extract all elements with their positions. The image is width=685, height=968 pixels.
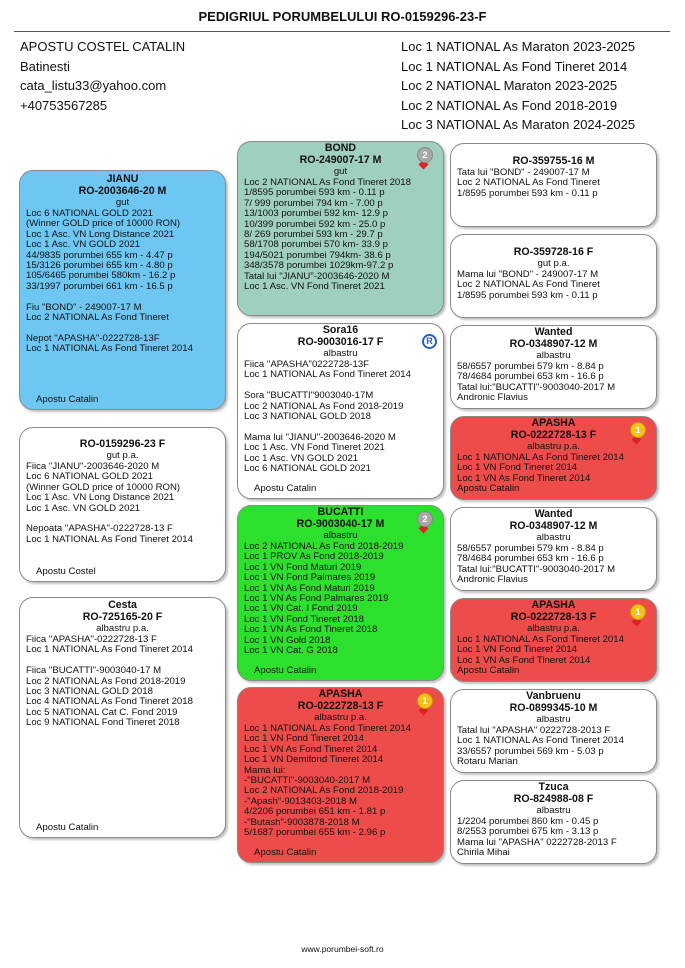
- note-line: Loc 1 VN Cat. I Fond 2019: [244, 603, 358, 615]
- note-line: Loc 1 Asc. VN GOLD 2021: [26, 239, 141, 251]
- pigeon-color: albastru: [323, 530, 358, 541]
- note-line: 8/2553 porumbei 675 km - 3.13 p: [457, 826, 599, 838]
- note-line: 1/8595 porumbei 593 km - 0.11 p: [457, 187, 598, 199]
- registered-icon: R: [422, 334, 437, 349]
- note-line: 194/5021 porumbei 794km- 38.6 p: [244, 249, 391, 261]
- pigeon-ring-number: RO-359728-16 F: [513, 246, 594, 258]
- pigeon-notes: [457, 726, 650, 768]
- note-line: Tatal lui "JIANU"-2003646-2020 M: [244, 270, 390, 282]
- pigeon-notes: [457, 635, 650, 677]
- note-line: Tata lui "BOND" - 249007-17 M: [457, 167, 590, 178]
- gold-medal-icon: 1: [417, 693, 433, 709]
- note-line: Loc 9 NATIONAL Fond Tineret 2018: [26, 717, 180, 729]
- pigeon-ring-number: RO-0899345-10 M: [509, 702, 598, 714]
- pigeon-color: gut: [333, 166, 348, 177]
- note-line: -"BUCATTI"-9003040-2017 M: [244, 775, 371, 787]
- note-line: 1/8595 porumbei 593 km - 0.11 p: [457, 289, 598, 301]
- pigeon-card-sire: [19, 170, 226, 410]
- note-line: Loc 6 NATIONAL GOLD 2021: [26, 471, 153, 483]
- pigeon-name: APASHA: [531, 417, 576, 429]
- note-line: Loc 1 NATIONAL As Fond Tineret 2014: [457, 452, 624, 463]
- owner-results: [401, 37, 635, 135]
- pigeon-notes: [26, 635, 219, 729]
- note-line: -"Apash"-9013403-2018 M: [244, 795, 357, 807]
- pigeon-ring-number: RO-0348907-12 M: [509, 338, 598, 350]
- pigeon-color: albastru p.a.: [527, 441, 580, 452]
- pigeon-card-sire-dam: [237, 323, 444, 499]
- note-line: Loc 1 VN Fond Tineret 2014: [244, 733, 364, 745]
- pigeon-ring-number: RO-249007-17 M: [299, 154, 382, 166]
- note-line: Loc 2 NATIONAL As Fond 2018-2019: [244, 785, 404, 797]
- pigeon-color: albastru: [323, 348, 358, 359]
- title-divider: [14, 31, 670, 32]
- note-line: 44/9835 porumbei 655 km - 4.47 p: [26, 249, 173, 261]
- note-line: Loc 2 NATIONAL As Fond Tineret: [457, 279, 600, 291]
- pigeon-ring-number: RO-2003646-20 M: [78, 185, 167, 197]
- pigeon-ring-number: RO-0159296-23 F: [79, 438, 166, 450]
- note-line: Loc 1 Asc. VN GOLD 2021: [26, 502, 141, 514]
- result-line: Loc 2 NATIONAL As Fond 2018-2019: [401, 97, 618, 113]
- note-line: Loc 1 Asc. VN GOLD 2021: [244, 452, 359, 464]
- note-line: Loc 1 VN Fond Tineret 2014: [457, 644, 577, 656]
- pigeon-color: gut: [115, 197, 130, 208]
- note-line: Sora "BUCATTI"9003040-17M: [244, 390, 374, 402]
- note-line: Loc 2 NATIONAL As Fond Tineret 2018: [244, 177, 411, 188]
- pigeon-color: albastru: [536, 805, 571, 816]
- note-line: Loc 1 NATIONAL As Fond Tineret 2014: [244, 369, 411, 381]
- note-line: Fiica "APASHA"-0222728-13 F: [26, 634, 157, 645]
- pigeon-color: gut p.a.: [537, 258, 570, 269]
- note-line: Tatal lui "APASHA" 0222728-2013 F: [457, 725, 611, 736]
- breeder-name: Apostu Costel: [36, 565, 96, 577]
- note-line: Loc 2 NATIONAL As Fond Tineret: [26, 312, 169, 324]
- note-line: Loc 1 NATIONAL As Fond Tineret 2014: [244, 723, 411, 734]
- breeder-name: Apostu Catalin: [36, 821, 99, 833]
- note-line: Loc 4 NATIONAL As Fond Tineret 2018: [26, 696, 193, 708]
- pigeon-notes: [457, 453, 650, 495]
- gold-medal-icon: 1: [630, 422, 646, 438]
- note-line: Rotaru Marian: [457, 756, 518, 768]
- pigeon-name: Sora16: [322, 324, 359, 336]
- silver-medal-icon: 2: [417, 511, 433, 527]
- note-line: 15/3126 porumbei 655 km - 4.80 p: [26, 260, 173, 272]
- note-line: Loc 1 VN Fond Tineret 2018: [244, 613, 364, 625]
- pigeon-notes: [244, 542, 437, 656]
- pigeon-name: BUCATTI: [317, 506, 364, 518]
- note-line: Loc 1 VN Fond Palmares 2019: [244, 572, 376, 584]
- pigeon-card-sire-sire: [237, 141, 444, 316]
- note-line: Loc 1 NATIONAL As Fond Tineret 2014: [26, 644, 193, 656]
- note-line: Loc 1 VN As Fond Tineret 2018: [244, 624, 378, 636]
- note-line: Loc 1 VN Cat. G 2018: [244, 645, 338, 657]
- note-line: Loc 1 PROV As Fond 2018-2019: [244, 551, 384, 563]
- pigeon-card-subject: [19, 427, 226, 582]
- note-line: Loc 1 VN Fond Tineret 2014: [457, 462, 577, 474]
- note-line: Loc 2 NATIONAL As Fond Tineret: [457, 177, 600, 189]
- result-line: Loc 1 NATIONAL As Maraton 2023-2025: [401, 39, 636, 54]
- note-line: Loc 6 NATIONAL GOLD 2021: [244, 463, 371, 475]
- note-line: Loc 1 VN As Fond Tineret 2014: [457, 472, 591, 484]
- result-line: Loc 1 NATIONAL As Fond Tineret 2014: [401, 58, 628, 74]
- silver-medal-icon: 2: [417, 147, 433, 163]
- pigeon-color: gut p.a.: [106, 450, 139, 461]
- note-line: Loc 2 NATIONAL As Fond 2018-2019: [244, 400, 404, 412]
- pigeon-name: Wanted: [534, 508, 573, 520]
- pigeon-card-sss: [450, 143, 657, 227]
- pigeon-card-dam: [19, 597, 226, 838]
- pigeon-card-sds: [450, 325, 657, 409]
- note-line: Loc 1 VN As Fond Palmares 2019: [244, 593, 389, 605]
- pigeon-name: APASHA: [318, 688, 363, 700]
- owner-email: cata_listu33@yahoo.com: [20, 78, 167, 93]
- note-line: 348/3578 porumbei 1029km-97.2 p: [244, 260, 394, 272]
- pigeon-name: APASHA: [531, 599, 576, 611]
- note-line: Loc 2 NATIONAL As Fond 2018-2019: [26, 675, 186, 687]
- note-line: 5/1687 porumbei 655 km - 2.96 p: [244, 827, 386, 839]
- result-line: Loc 2 NATIONAL Maraton 2023-2025: [401, 78, 618, 93]
- pigeon-ring-number: RO-824988-08 F: [513, 793, 594, 805]
- note-line: Andronic Flavius: [457, 392, 528, 404]
- pigeon-color: albastru p.a.: [96, 623, 149, 634]
- note-line: 1/2204 porumbei 860 km - 0.45 p: [457, 816, 599, 827]
- pigeon-color: albastru: [536, 532, 571, 543]
- pigeon-name: Wanted: [534, 326, 573, 338]
- note-line: 33/1997 porumbei 661 km - 16.5 p: [26, 280, 173, 292]
- pigeon-color: albastru p.a.: [314, 712, 367, 723]
- pigeon-notes: [26, 462, 219, 545]
- pigeon-color: albastru p.a.: [527, 623, 580, 634]
- pigeon-notes: [457, 362, 650, 404]
- note-line: (Winner GOLD price of 10000 RON): [26, 218, 181, 230]
- pigeon-ring-number: RO-0222728-13 F: [297, 700, 384, 712]
- pigeon-ring-number: RO-725165-20 F: [82, 611, 163, 623]
- note-line: 33/6557 porumbei 569 km - 5.03 p: [457, 745, 604, 757]
- pigeon-ring-number: RO-9003016-17 F: [297, 336, 384, 348]
- note-line: Apostu Catalin: [457, 665, 520, 677]
- owner-locality: Batinesti: [20, 58, 70, 74]
- note-line: Tatal lui:"BUCATTI"-9003040-2017 M: [457, 563, 616, 575]
- breeder-name: Apostu Catalin: [254, 482, 317, 494]
- pigeon-notes: [244, 360, 437, 474]
- pigeon-card-dam-sire: [237, 505, 444, 681]
- note-line: Loc 3 NATIONAL GOLD 2018: [26, 686, 153, 698]
- note-line: Loc 1 Asc. VN Long Distance 2021: [26, 228, 175, 240]
- note-line: Loc 2 NATIONAL As Fond 2018-2019: [244, 541, 404, 552]
- note-line: Fiica "JIANU"-2003646-2020 M: [26, 461, 160, 472]
- pigeon-ring-number: RO-0222728-13 F: [510, 429, 597, 441]
- note-line: Nepoata "APASHA"-0222728-13 F: [26, 523, 173, 535]
- note-line: 10/399 porumbei 592 km - 25.0 p: [244, 218, 386, 230]
- pigeon-ring-number: RO-0348907-12 M: [509, 520, 598, 532]
- pigeon-name: Tzuca: [538, 781, 569, 793]
- pigeon-ring-number: RO-9003040-17 M: [296, 518, 385, 530]
- pigeon-color: albastru: [536, 714, 571, 725]
- note-line: Tatal lui:"BUCATTI"-9003040-2017 M: [457, 381, 616, 393]
- note-line: Loc 5 NATIONAL Cat C. Fond 2019: [26, 706, 178, 718]
- note-line: Loc 1 VN As Fond Maturi 2019: [244, 582, 375, 594]
- note-line: 7/ 999 porumbei 794 km - 7.00 p: [244, 197, 383, 209]
- pigeon-ring-number: RO-359755-16 M: [512, 155, 595, 167]
- pigeon-card-dsd: [450, 598, 657, 682]
- note-line: 1/8595 porumbei 593 km - 0.11 p: [244, 187, 385, 199]
- note-line: Mama lui:: [244, 764, 286, 776]
- breeder-name: Apostu Catalin: [36, 393, 99, 405]
- note-line: -"Butash"-9003878-2018 M: [244, 816, 360, 828]
- breeder-name: Apostu Catalin: [254, 664, 317, 676]
- note-line: Mama lui "APASHA" 0222728-2013 F: [457, 836, 617, 848]
- note-line: Fiica "BUCATTI"-9003040-17 M: [26, 665, 162, 677]
- pigeon-name: Vanbruenu: [526, 690, 581, 702]
- note-line: Loc 1 VN As Fond Tineret 2014: [457, 654, 591, 666]
- note-line: Loc 1 VN As Fond Tineret 2014: [244, 743, 378, 755]
- note-line: 58/6557 porumbei 579 km - 8.84 p: [457, 361, 604, 372]
- note-line: 58/1708 porumbei 570 km- 33.9 p: [244, 239, 388, 251]
- note-line: Loc 1 VN Demifond Tineret 2014: [244, 754, 384, 766]
- pigeon-notes: [457, 168, 650, 199]
- footer-url: www.porumbei-soft.ro: [301, 944, 384, 954]
- note-line: 78/4684 porumbei 653 km - 16.6 p: [457, 553, 604, 565]
- note-line: Mama lui "JIANU"-2003646-2020 M: [244, 431, 396, 443]
- pigeon-name: Cesta: [108, 599, 137, 611]
- page-title: PEDIGRIUL PORUMBELULUI RO-0159296-23-F: [198, 9, 487, 24]
- note-line: Fiu "BOND" - 249007-17 M: [26, 301, 142, 313]
- pigeon-card-ssd: [450, 234, 657, 318]
- pigeon-card-dss: [450, 507, 657, 591]
- breeder-name: Apostu Catalin: [254, 846, 317, 858]
- note-line: 4/2206 porumbei 651 km - 1.81 p: [244, 806, 386, 818]
- note-line: Apostu Catalin: [457, 483, 520, 495]
- note-line: Loc 1 Asc. VN Long Distance 2021: [26, 492, 175, 504]
- note-line: Loc 1 VN Fond Maturi 2019: [244, 561, 362, 573]
- note-line: Loc 1 NATIONAL As Fond Tineret 2014: [26, 343, 193, 355]
- pigeon-notes: [457, 817, 650, 859]
- gold-medal-icon: 1: [630, 604, 646, 620]
- pigeon-name: JIANU: [106, 173, 139, 185]
- note-line: Loc 1 VN Gold 2018: [244, 634, 331, 646]
- pigeon-notes: [457, 544, 650, 586]
- note-line: Loc 3 NATIONAL GOLD 2018: [244, 411, 371, 423]
- note-line: Nepot "APASHA"-0222728-13F: [26, 332, 160, 344]
- note-line: 105/6465 porumbei 580km - 16.2 p: [26, 270, 176, 282]
- pigeon-notes: [26, 209, 219, 355]
- note-line: 13/1003 porumbei 592 km- 12.9 p: [244, 208, 388, 220]
- pigeon-notes: [244, 178, 437, 292]
- pigeon-card-dam-dam: [237, 687, 444, 863]
- pigeon-name: BOND: [324, 142, 357, 154]
- note-line: (Winner GOLD price of 10000 RON): [26, 481, 181, 493]
- owner-phone: +40753567285: [20, 97, 108, 113]
- note-line: Loc 6 NATIONAL GOLD 2021: [26, 208, 153, 219]
- pigeon-notes: [244, 724, 437, 838]
- note-line: Fiica "APASHA"0222728-13F: [244, 359, 370, 370]
- pigeon-card-sdd: [450, 416, 657, 500]
- pigeon-card-dds: [450, 689, 657, 773]
- note-line: Loc 1 NATIONAL As Fond Tineret 2014: [457, 735, 624, 747]
- note-line: Chirila Mihai: [457, 847, 510, 859]
- pigeon-color: albastru: [536, 350, 571, 361]
- note-line: 58/6557 porumbei 579 km - 8.84 p: [457, 543, 604, 554]
- note-line: Loc 1 NATIONAL As Fond Tineret 2014: [457, 634, 624, 645]
- owner-name: APOSTU COSTEL CATALIN: [20, 39, 186, 54]
- pigeon-notes: [457, 270, 650, 301]
- pigeon-ring-number: RO-0222728-13 F: [510, 611, 597, 623]
- note-line: Mama lui "BOND" - 249007-17 M: [457, 269, 599, 280]
- owner-info: [20, 37, 185, 115]
- note-line: 8/ 269 porumbei 593 km - 29.7 p: [244, 229, 383, 241]
- note-line: 78/4684 porumbei 653 km - 16.6 p: [457, 371, 604, 383]
- note-line: Loc 1 Asc. VN Fond Tineret 2021: [244, 281, 385, 293]
- note-line: Andronic Flavius: [457, 574, 528, 586]
- note-line: Loc 1 Asc. VN Fond Tineret 2021: [244, 442, 385, 454]
- note-line: Loc 1 NATIONAL As Fond Tineret 2014: [26, 533, 193, 545]
- pigeon-card-ddd: [450, 780, 657, 864]
- result-line: Loc 3 NATIONAL As Maraton 2024-2025: [401, 117, 636, 132]
